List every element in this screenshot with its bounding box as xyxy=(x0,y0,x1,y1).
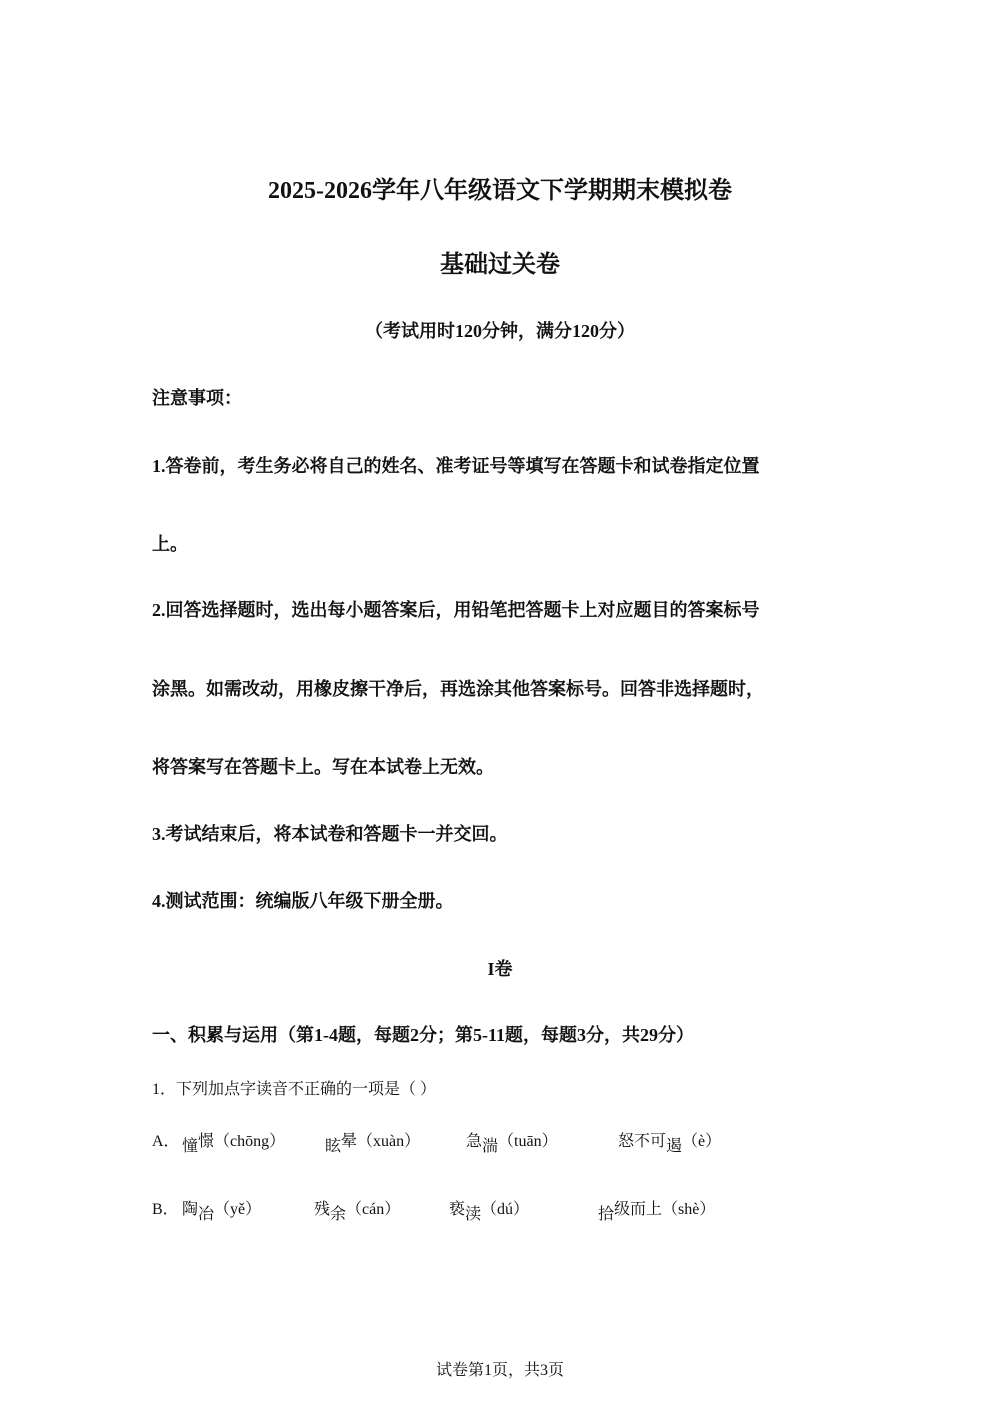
notice-line: 将答案写在答题卡上。写在本试卷上无效。 xyxy=(152,757,494,777)
document-title: 2025-2026学年八年级语文下学期期末模拟卷 xyxy=(268,178,732,204)
notice-line: 1.答卷前，考生务必将自己的姓名、准考证号等填写在答题卡和试卷指定位置 xyxy=(152,456,760,476)
option-item: 亵渎（dú） xyxy=(449,1201,530,1223)
option-item: 拾级而上（shè） xyxy=(598,1201,716,1223)
notice-heading: 注意事项： xyxy=(152,388,242,408)
exam-info: （考试用时120分钟，满分120分） xyxy=(365,321,635,341)
option-item: 急湍（tuān） xyxy=(466,1133,558,1155)
document-subtitle: 基础过关卷 xyxy=(440,252,560,278)
notice-line: 4.测试范围：统编版八年级下册全册。 xyxy=(152,891,454,911)
option-item: 眩晕（xuàn） xyxy=(325,1133,421,1155)
option-a xyxy=(152,1128,852,1158)
notice-line: 涂黑。如需改动，用橡皮擦干净后，再选涂其他答案标号。回答非选择题时， xyxy=(152,679,764,699)
option-label: A． xyxy=(152,1133,180,1150)
part-label: I卷 xyxy=(487,959,513,979)
option-label: B． xyxy=(152,1201,179,1218)
option-item: 陶冶（yě） xyxy=(182,1201,262,1223)
option-b xyxy=(152,1196,852,1226)
option-item: 残余（cán） xyxy=(314,1201,401,1223)
notice-line: 上。 xyxy=(152,534,188,554)
question-stem: 1．下列加点字读音不正确的一项是（ ） xyxy=(152,1081,437,1098)
option-item: 怒不可遏（è） xyxy=(618,1133,722,1155)
notice-line: 2.回答选择题时，选出每小题答案后，用铅笔把答题卡上对应题目的答案标号 xyxy=(152,600,760,620)
option-item: 憧憬（chōng） xyxy=(182,1133,286,1155)
section-heading: 一、积累与运用（第1-4题，每题2分；第5-11题，每题3分，共29分） xyxy=(152,1025,694,1045)
notice-line: 3.考试结束后，将本试卷和答题卡一并交回。 xyxy=(152,824,508,844)
page-footer: 试卷第1页，共3页 xyxy=(435,1362,564,1379)
